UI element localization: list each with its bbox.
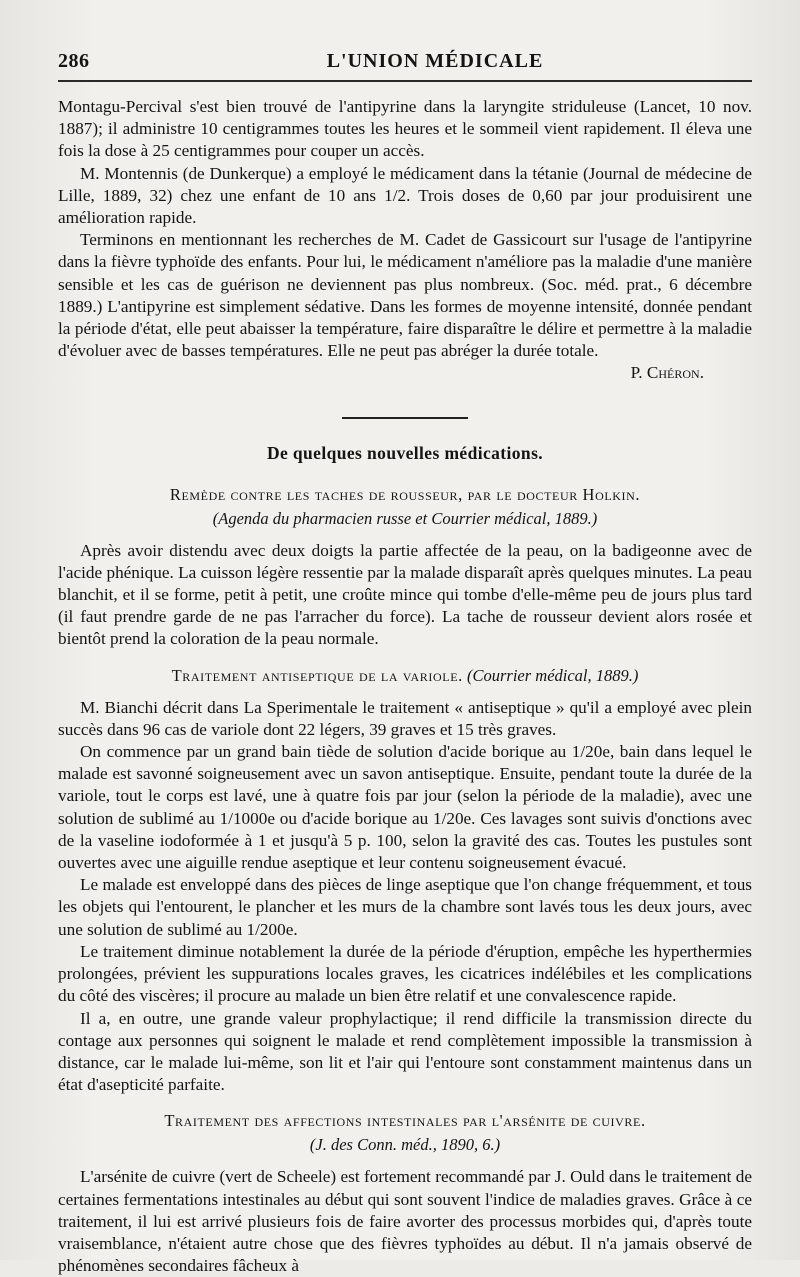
section-2-paragraph-1: M. Bianchi décrit dans La Sperimentale le traitement « antiseptique » qu'il a employé avec plein succès dans 96 cas de variole dont 22 légers, 39 graves et 15 très graves. [58, 697, 752, 739]
section-3-heading [58, 1110, 752, 1132]
section-1-paragraph-1: Après avoir distendu avec deux doigts la partie affectée de la peau, on la badigeonne avec de l'acide phénique. La cuisson légère ressentie par la malade disparaît après quelques minutes. La peau blanchit, et il se forme, petit à petit, une croûte mince qui tombe d'elle-même peu de jours plus tard (il faut prendre garde de ne pas l'arracher du force). La tache de rousseur devient alors rosée et bientôt prend la coloration de la peau normale. [58, 540, 752, 649]
author-signature: P. Chéron. [630, 363, 704, 383]
section-2-source: (Courrier médical, 1889.) [466, 665, 639, 685]
section-3-source: (J. des Conn. méd., 1890, 6.) [309, 1135, 501, 1155]
section-separator [342, 417, 468, 419]
section-1-title: Remède contre les taches de rousseur, par le docteur Holkin. [169, 484, 641, 504]
section-2-title: Traitement antiseptique de la variole. [171, 665, 463, 685]
article-title: De quelques nouvelles médications. [266, 442, 544, 463]
intro-paragraph-3: Terminons en mentionnant les recherches de M. Cadet de Gassicourt sur l'usage de l'antipyrine dans la fièvre typhoïde des enfants. Pour lui, le médicament n'améliore pas la maladie d'une manière sensible et les cas de guérison ne deviennent pas plus nombreux. (Soc. méd. prat., 6 décembre 1889.) L'antipyrine est simplement sédative. Dans les formes de moyenne intensité, donnée pendant la période d'état, elle peut abaisser la température, faire disparaître le délire et permettre à la maladie d'évoluer avec de basses températures. Elle ne peut pas abréger la durée totale. [58, 230, 752, 361]
section-2-paragraph-3: Le malade est enveloppé dans des pièces de linge aseptique que l'on change fréquemment, et tous les objets qui l'entourent, le plancher et les murs de la chambre sont lavés tous les deux jours, avec une solution de sublimé au 1/200e. [58, 875, 752, 939]
section-2-heading [58, 665, 752, 687]
section-3-source-line [58, 1134, 752, 1156]
section-2-paragraph-2: On commence par un grand bain tiède de solution d'acide borique au 1/20e, bain dans lequel le malade est savonné soigneusement avec un savon antiseptique. Ensuite, pendant toute la durée de la variole, tout le corps est lavé, une à quatre fois par jour (selon la période de la maladie), avec une solution de sublimé au 1/1000e ou d'acide borique au 1/20e. Ces lavages sont suivis d'onctions avec de la vaseline iodoformée à 1 et jusqu'à 5 p. 100, selon la gravité des cas. Toutes les pustules sont ouvertes avec une aiguille rendue aseptique et leur contenu soigneusement évacué. [58, 742, 752, 873]
intro-paragraph-2: M. Montennis (de Dunkerque) a employé le médicament dans la tétanie (Journal de médecine de Lille, 1889, 32) chez une enfant de 10 ans 1/2. Trois doses de 0,60 par jour produisirent une amélioration rapide. [58, 163, 752, 228]
section-2-paragraph-5: Il a, en outre, une grande valeur prophylactique; il rend difficile la transmission directe du contage aux personnes qui soignent le malade et rend complètement impossible la transmission à distance, car le malade lui-même, son lit et l'air qui l'entoure sont constamment maintenus dans un état d'asepticité parfaite. [58, 1008, 752, 1095]
header-rule [58, 80, 752, 82]
signature-line [58, 362, 752, 384]
section-2-paragraph-4: Le traitement diminue notablement la durée de la période d'éruption, empêche les hyperthermies prolongées, prévient les suppurations locales graves, les cicatrices indélébiles et les complications du côté des viscères; il procure au malade un bien être relatif et une convalescence rapide. [58, 941, 752, 1006]
section-3-title: Traitement des affections intestinales par l'arsénite de cuivre. [164, 1111, 646, 1131]
intro-paragraph-1: Montagu-Percival s'est bien trouvé de l'antipyrine dans la laryngite striduleuse (Lancet, 10 nov. 1887); il administre 10 centigrammes toutes les heures et le sommeil vient rapidement. Il éleva une fois la dose à 25 centigrammes pour couper un accès. [58, 97, 752, 161]
section-1-source-line [58, 508, 752, 530]
section-1-heading [58, 484, 752, 506]
section-3-paragraph-1: L'arsénite de cuivre (vert de Scheele) est fortement recommandé par J. Ould dans le traitement de certaines fermentations intestinales au début qui sont souvent l'indice de maladies graves. Grâce à ce traitement, il lui est arrivé plusieurs fois de faire avorter des processus morbides qui, d'après toute vraisemblance, n'étaient autre chose que des fièvres typhoïdes au début. Il n'a jamais observé de phénomènes secondaires fâcheux à [58, 1167, 752, 1276]
journal-title: L'UNION MÉDICALE [326, 50, 544, 72]
page-number: 286 [58, 50, 90, 72]
running-head [58, 46, 752, 80]
section-1-source: (Agenda du pharmacien russe et Courrier médical, 1889.) [212, 508, 598, 528]
